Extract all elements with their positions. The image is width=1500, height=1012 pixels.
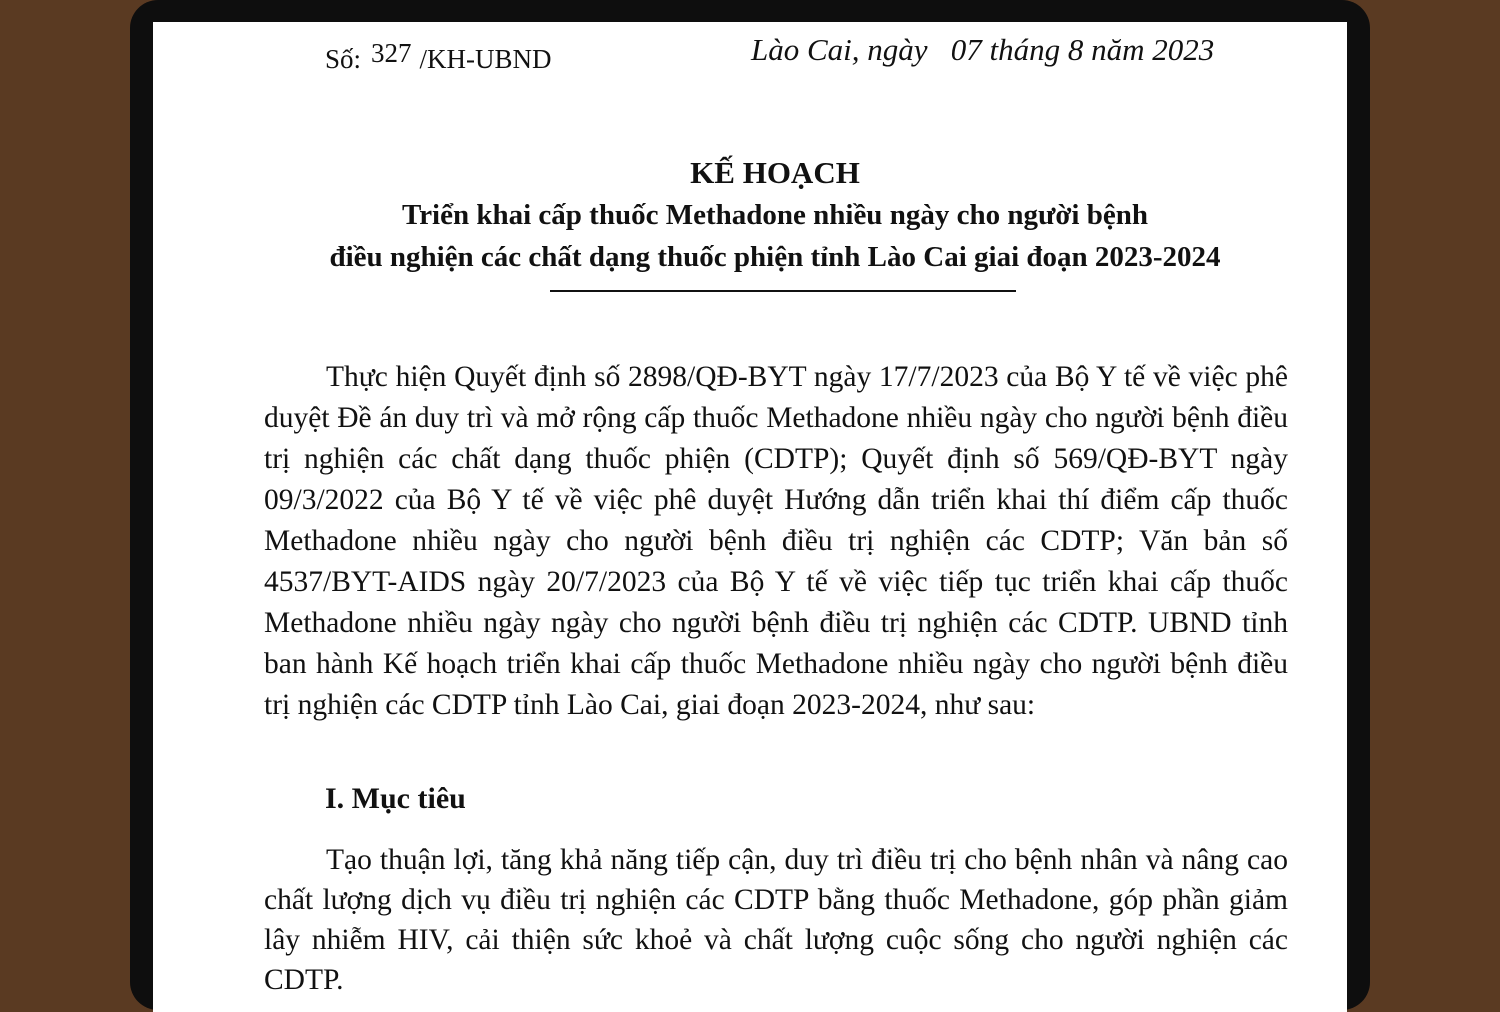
document-number (325, 38, 552, 75)
title-block (153, 152, 1347, 278)
place-and-date: Lào Cai, ngày 07 tháng 8 năm 2023 (751, 32, 1215, 67)
document-type-title: KẾ HOẠCH (690, 155, 860, 190)
number-suffix: /KH-UBND (419, 44, 552, 74)
section-paragraph: Tạo thuận lợi, tăng khả năng tiếp cận, duy trì điều trị cho bệnh nhân và nâng cao chất lượng dịch vụ điều trị nghiện các CDTP bằng thuốc Methadone, góp phần giảm lây nhiễm HIV, cải thiện sức khoẻ và chất lượng cuộc sống cho người nghiện các CDTP. (264, 844, 1288, 996)
document-subtitle-line-2: điều nghiện các chất dạng thuốc phiện tỉnh Lào Cai giai đoạn 2023-2024 (329, 241, 1221, 273)
document-page (153, 22, 1347, 1012)
intro-paragraph: Thực hiện Quyết định số 2898/QĐ-BYT ngày 17/7/2023 của Bộ Y tế về việc phê duyệt Đề án duy trì và mở rộng cấp thuốc Methadone nhiều ngày cho người bệnh điều trị nghiện các chất dạng thuốc phiện (CDTP); Quyết định số 569/QĐ-BYT ngày 09/3/2022 của Bộ Y tế về việc phê duyệt Hướng dẫn triển khai thí điểm cấp thuốc Methadone nhiều ngày cho người bệnh điều trị nghiện các CDTP; Văn bản số 4537/BYT-AIDS ngày 20/7/2023 của Bộ Y tế về việc tiếp tục triển khai cấp thuốc Methadone nhiều ngày ngày cho người bệnh điều trị nghiện các CDTP. UBND tỉnh ban hành Kế hoạch triển khai cấp thuốc Methadone nhiều ngày cho người bệnh điều trị nghiện các CDTP tỉnh Lào Cai, giai đoạn 2023-2024, như sau: (264, 361, 1288, 721)
document-subtitle-line-1: Triển khai cấp thuốc Methadone nhiều ngày cho người bệnh (402, 199, 1148, 231)
title-divider (550, 290, 1016, 292)
number-prefix: Số: (325, 44, 362, 74)
number-value: 327 (371, 38, 412, 68)
section-heading: I. Mục tiêu (325, 782, 466, 815)
